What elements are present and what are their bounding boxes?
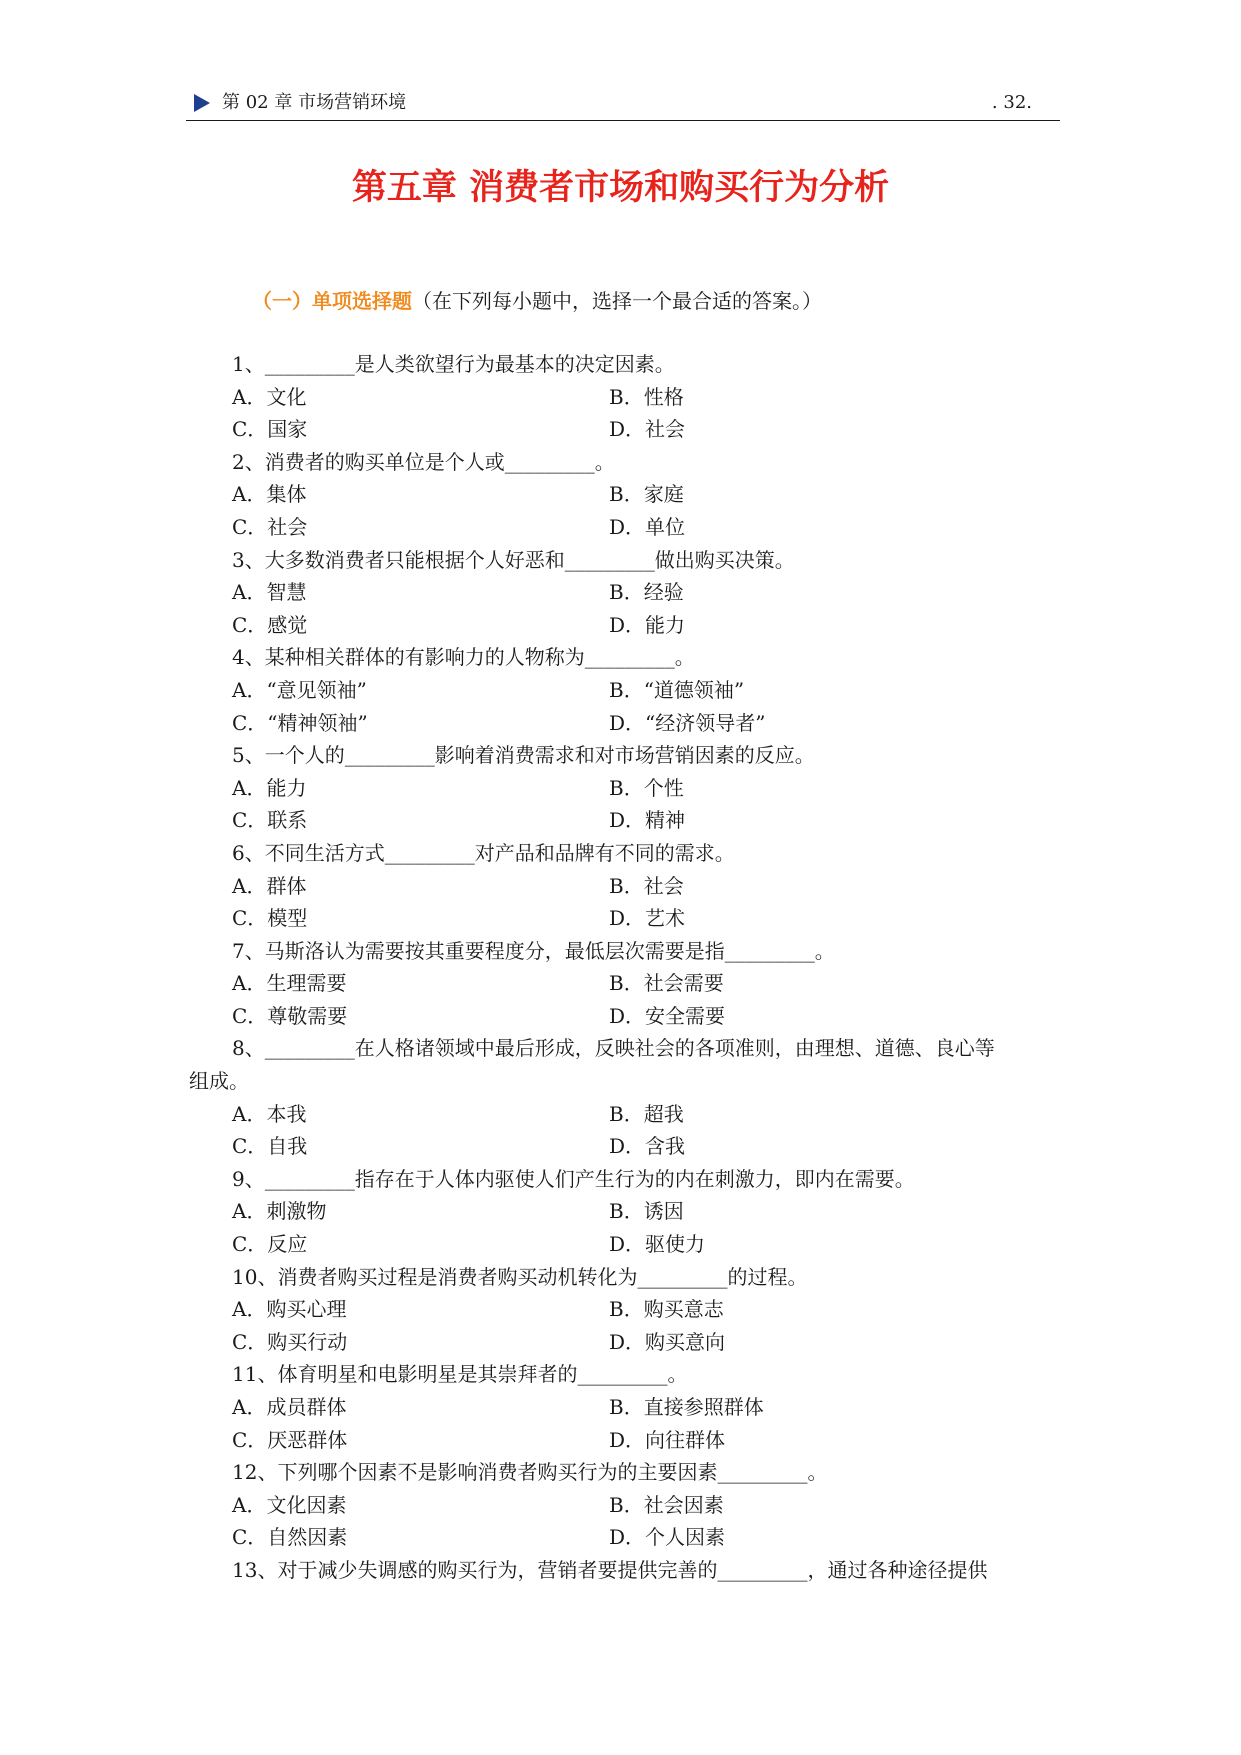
option-a: A．生理需要 <box>232 971 347 996</box>
option-b: B．诱因 <box>609 1199 684 1224</box>
option-d: D．购买意向 <box>609 1329 726 1354</box>
question-text: 6、不同生活方式_________对产品和品牌有不同的需求。 <box>232 840 735 865</box>
question-stem <box>189 1032 1061 1065</box>
option-row <box>189 1326 1061 1359</box>
option-d: D．驱使力 <box>609 1232 706 1257</box>
question-text: 8、_________在人格诸领域中最后形成，反映社会的各项准则，由理想、道德、良心等 <box>232 1036 995 1061</box>
question-stem <box>189 739 1061 772</box>
option-d: D．“经济领导者” <box>609 710 766 735</box>
option-b: B．社会需要 <box>609 971 724 996</box>
option-b: B．购买意志 <box>609 1297 724 1322</box>
option-b: B．超我 <box>609 1101 684 1126</box>
question-text: 4、某种相关群体的有影响力的人物称为_________。 <box>232 645 695 670</box>
option-c: C．自然因素 <box>232 1525 348 1550</box>
question-stem-continued <box>189 1065 1061 1098</box>
option-b: B．直接参照群体 <box>609 1395 764 1419</box>
option-row <box>189 511 1061 544</box>
option-row <box>189 1130 1061 1163</box>
question-text: 5、一个人的_________影响着消费需求和对市场营销因素的反应。 <box>232 743 815 768</box>
option-row <box>189 1391 1061 1424</box>
question-stem <box>189 1358 1061 1391</box>
option-a: A．智慧 <box>232 580 307 605</box>
option-d: D．社会 <box>609 417 686 442</box>
option-b: B．性格 <box>609 384 684 409</box>
chapter-label: 第 02 章 市场营销环境 <box>222 92 407 113</box>
question-text: 3、大多数消费者只能根据个人好恶和_________做出购买决策。 <box>232 547 795 572</box>
option-row <box>189 1424 1061 1457</box>
question-text-continued: 组成。 <box>189 1069 249 1094</box>
question-stem <box>189 1163 1061 1196</box>
option-a: A．刺激物 <box>232 1199 327 1224</box>
option-row <box>189 772 1061 805</box>
option-d: D．艺术 <box>609 906 686 931</box>
question-text: 7、马斯洛认为需要按其重要程度分，最低层次需要是指_________。 <box>232 938 835 963</box>
option-c: C．自我 <box>232 1134 308 1159</box>
option-c: C．反应 <box>232 1232 308 1257</box>
question-stem <box>189 837 1061 870</box>
option-c: C．联系 <box>232 808 308 833</box>
option-d: D．单位 <box>609 514 686 539</box>
option-c: C．“精神领袖” <box>232 710 368 735</box>
question-text: 2、消费者的购买单位是个人或_________。 <box>232 449 615 474</box>
option-d: D．能力 <box>609 612 686 637</box>
option-d: D．含我 <box>609 1134 686 1159</box>
running-header <box>186 92 1060 121</box>
option-row <box>189 1195 1061 1228</box>
question-text: 12、下列哪个因素不是影响消费者购买行为的主要因素_________。 <box>232 1460 828 1485</box>
option-c: C．感觉 <box>232 612 308 637</box>
option-c: C．模型 <box>232 906 308 931</box>
option-a: A．本我 <box>232 1101 307 1126</box>
question-stem <box>189 1261 1061 1294</box>
question-stem <box>189 544 1061 577</box>
question-stem <box>189 348 1061 381</box>
option-a: A．能力 <box>232 775 307 800</box>
option-row <box>189 804 1061 837</box>
page-number: . 32. <box>991 92 1032 113</box>
option-b: B．个性 <box>609 775 684 800</box>
option-row <box>189 1000 1061 1033</box>
option-c: C．社会 <box>232 514 308 539</box>
option-row <box>189 707 1061 740</box>
option-d: D．个人因素 <box>609 1525 726 1550</box>
option-row <box>189 576 1061 609</box>
option-a: A．集体 <box>232 482 307 507</box>
section-heading <box>252 287 822 315</box>
option-a: A．购买心理 <box>232 1297 347 1322</box>
option-b: B．社会因素 <box>609 1492 724 1517</box>
option-row <box>189 902 1061 935</box>
question-list <box>189 348 1061 1587</box>
option-a: A．群体 <box>232 873 307 898</box>
question-stem <box>189 935 1061 968</box>
option-b: B．社会 <box>609 873 684 898</box>
chapter-title: 第五章 消费者市场和购买行为分析 <box>351 168 890 208</box>
question-stem <box>189 446 1061 479</box>
option-row <box>189 609 1061 642</box>
section-lead: （一）单项选择题 <box>252 289 412 313</box>
section-note: （在下列每小题中，选择一个最合适的答案。） <box>412 289 822 313</box>
option-d: D．精神 <box>609 808 686 833</box>
question-text: 9、_________指存在于人体内驱使人们产生行为的内在刺激力，即内在需要。 <box>232 1166 915 1191</box>
option-row <box>189 674 1061 707</box>
option-row <box>189 870 1061 903</box>
question-stem <box>189 641 1061 674</box>
option-row <box>189 381 1061 414</box>
question-text: 10、消费者购买过程是消费者购买动机转化为_________的过程。 <box>232 1264 808 1289</box>
option-a: A．文化因素 <box>232 1492 347 1517</box>
question-text: 13、对于减少失调感的购买行为，营销者要提供完善的_________，通过各种途径提供 <box>232 1557 988 1582</box>
option-row <box>189 1293 1061 1326</box>
option-row <box>189 1228 1061 1261</box>
option-b: B．经验 <box>609 580 684 605</box>
option-c: C．尊敬需要 <box>232 1003 348 1028</box>
question-text: 11、体育明星和电影明星是其崇拜者的_________。 <box>232 1362 688 1387</box>
option-row <box>189 1521 1061 1554</box>
option-a: A．成员群体 <box>232 1395 347 1419</box>
option-d: D．安全需要 <box>609 1003 726 1028</box>
option-c: C．厌恶群体 <box>232 1427 348 1452</box>
option-a: A．“意见领袖” <box>232 677 367 702</box>
play-triangle-icon <box>194 94 210 112</box>
option-row <box>189 1489 1061 1522</box>
option-d: D．向往群体 <box>609 1427 726 1452</box>
option-c: C．国家 <box>232 417 308 442</box>
question-text: 1、_________是人类欲望行为最基本的决定因素。 <box>232 352 675 376</box>
option-c: C．购买行动 <box>232 1329 348 1354</box>
option-b: B．“道德领袖” <box>609 677 745 702</box>
question-stem <box>189 1554 1061 1587</box>
option-row <box>189 478 1061 511</box>
option-row <box>189 413 1061 446</box>
option-row <box>189 1098 1061 1131</box>
option-a: A．文化 <box>232 384 307 409</box>
option-b: B．家庭 <box>609 482 684 507</box>
option-row <box>189 967 1061 1000</box>
question-stem <box>189 1456 1061 1489</box>
